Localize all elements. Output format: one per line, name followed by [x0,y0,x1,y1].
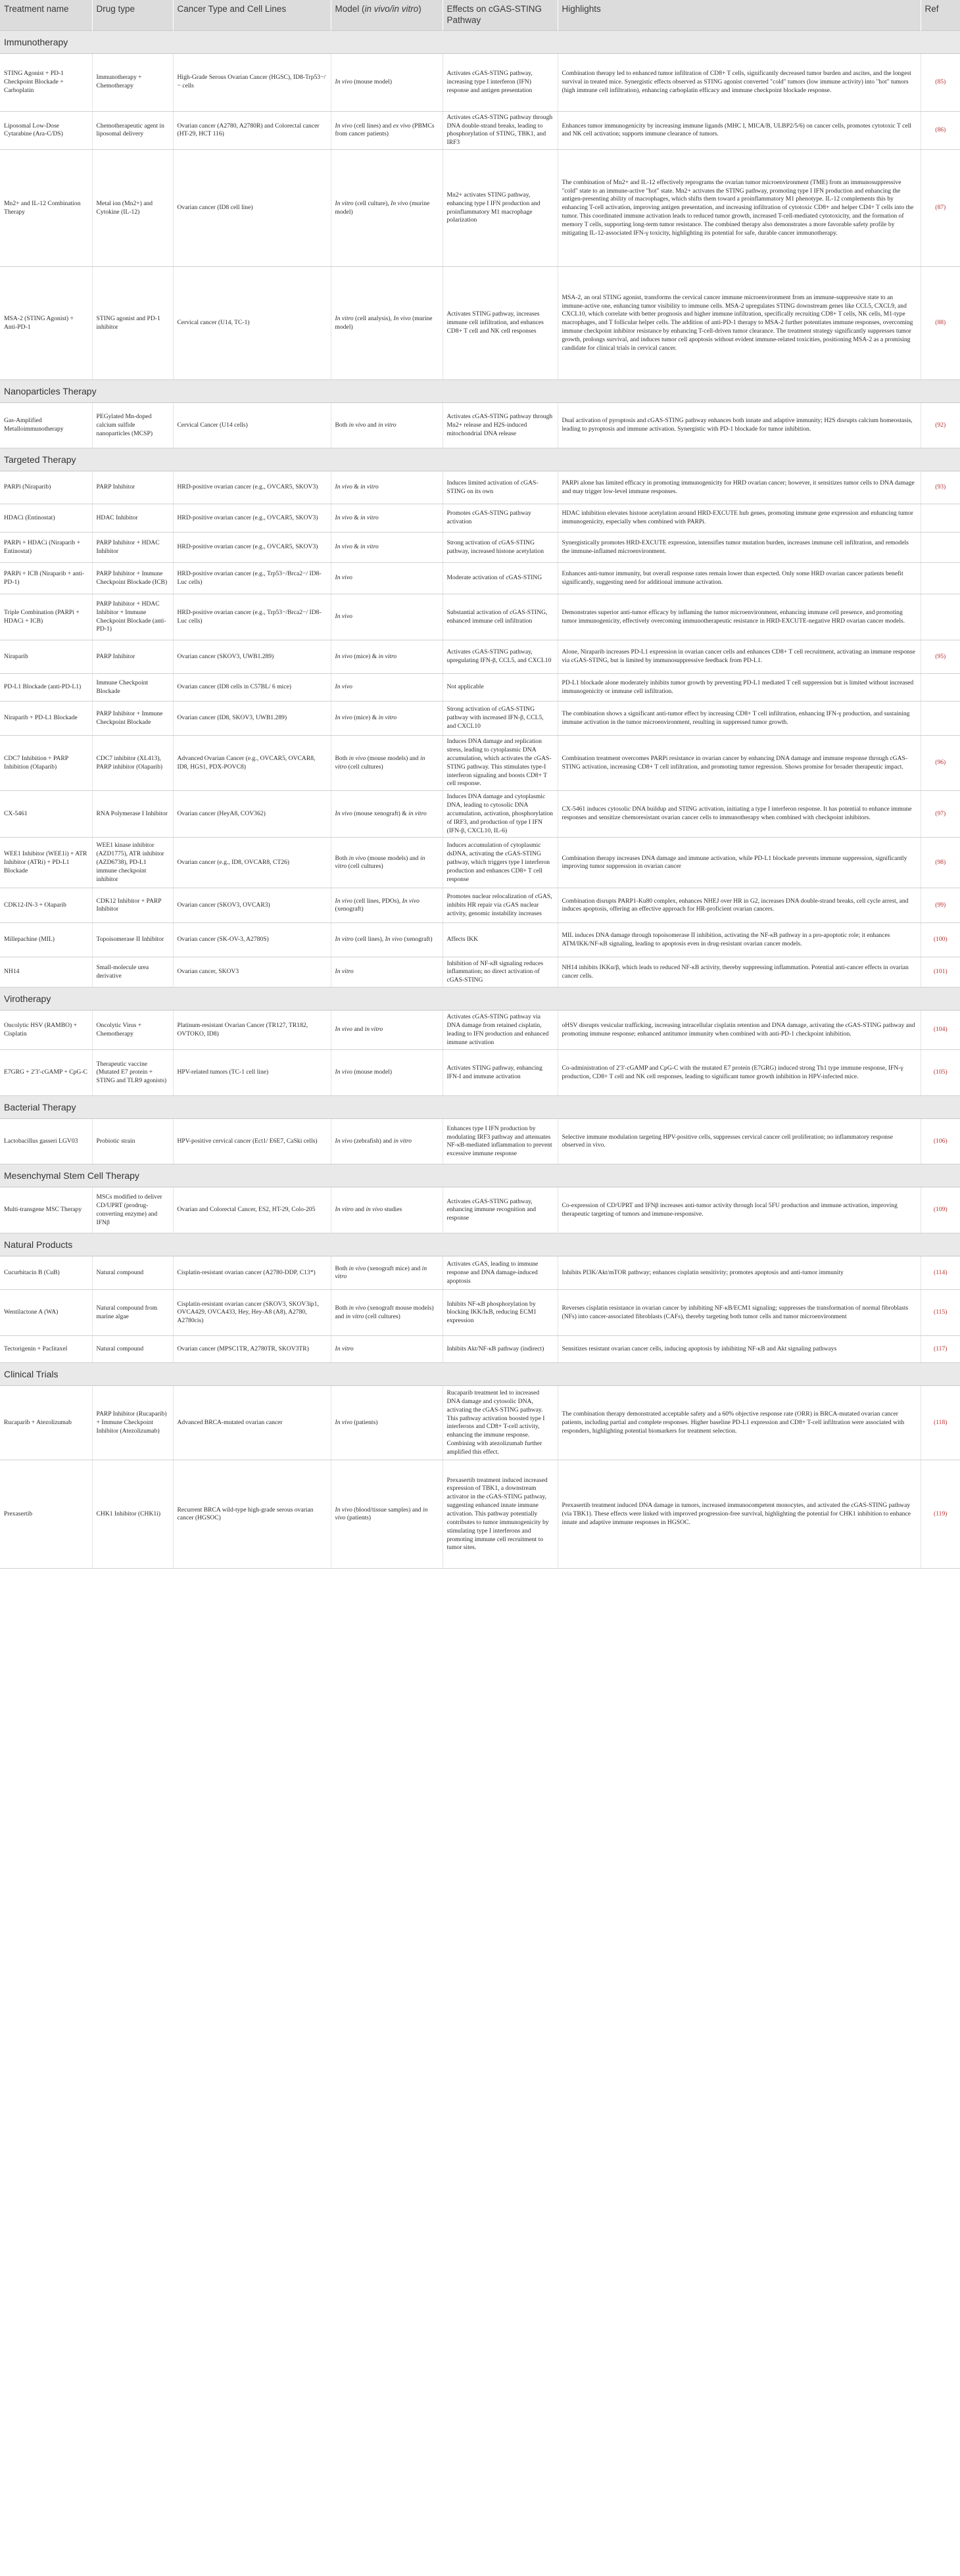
cell-model: In vivo and in vitro [331,1011,443,1050]
cell-highlights: Combination disrupts PARP1-Ku80 complex, enhances NHEJ over HR in G2, increases DNA double-strand breaks, cell cycle arrest, and induces apoptosis, offering an effective approach for HR-proficient ovarian cancers. [558,888,921,923]
table-row [0,403,960,448]
cell-model [331,674,443,702]
model-term: In vivo [335,543,352,551]
cell-drug-type: CDC7 inhibitor (XL413), PARP inhibitor (Olaparib) [92,736,173,791]
cell-cancer-type: Cisplatin-resistant ovarian cancer (A2780-DDP, C13*) [173,1256,331,1290]
model-term: In vitro [335,314,354,322]
section-title: Nanoparticles Therapy [0,380,960,403]
cell-effects: Activates cGAS-STING pathway via DNA damage from retained cisplatin, leading to IFN production and enhanced immune activation [443,1011,558,1050]
model-term: in vitro [360,483,379,491]
table-row [0,736,960,791]
model-term: In vitro [335,1345,354,1352]
table-row [0,533,960,563]
cell-highlights: MIL induces DNA damage through topoisomerase II inhibition, activating the NF-κB pathway in a pro-apoptotic role; it enhances ATM/IKK/NF-κB signaling, leading to apoptosis even in drug-resistant ovarian cancer models. [558,923,921,957]
cell-model [331,594,443,640]
model-term: In vivo [335,683,352,691]
cell-model: In vitro and in vivo studies [331,1187,443,1233]
table-row [0,1336,960,1363]
cell-highlights: Sensitizes resistant ovarian cancer cells, inducing apoptosis by inhibiting NF-κB and Akt signaling pathways [558,1336,921,1363]
cell-highlights: Combination therapy increases DNA damage and immune activation, while PD-L1 blockade prevents immune suppression, significantly improving tumor suppression in ovarian cancer [558,838,921,888]
cell-effects: Activates STING pathway, enhancing IFN-I and immune activation [443,1050,558,1096]
cell-cancer-type: High-Grade Serous Ovarian Cancer (HGSC), ID8-Trp53−/− cells [173,53,331,111]
model-term: in vitro [378,421,396,429]
model-term: in vivo [366,1206,383,1214]
model-term: in vivo [348,421,366,429]
col-header-drug-type: Drug type [92,0,173,30]
cell-drug-type: HDAC Inhibitor [92,504,173,533]
cell-model [331,563,443,594]
cell-drug-type: PARP Inhibitor + Immune Checkpoint Blockade (ICB) [92,563,173,594]
cell-cancer-type: Ovarian cancer (SKOV3, UWB1.289) [173,640,331,674]
table-row [0,791,960,838]
model-term: in vitro [378,652,397,660]
cell-effects: Strong activation of cGAS-STING pathway with increased IFN-β, CCL5, and CXCL10 [443,702,558,736]
cell-highlights: Inhibits PI3K/Akt/mTOR pathway; enhances cisplatin sensitivity; promotes apoptosis and anti-tumor immunity [558,1256,921,1290]
cell-treatment-name: Millepachine (MIL) [0,923,92,957]
cell-drug-type: PARP Inhibitor [92,640,173,674]
cell-model: In vivo (mouse model) [331,53,443,111]
cell-model: In vivo (patients) [331,1386,443,1460]
cell-highlights: oHSV disrupts vesicular trafficking, increasing intracellular cisplatin retention and DNA damage, activating the cGAS-STING pathway and promoting immune response; enhanced antitumor immunity when combined with anti-PD-1 checkpoint inhibition. [558,1011,921,1050]
table-row [0,1256,960,1290]
cell-treatment-name: CDC7 Inhibition + PARP Inhibition (Olaparib) [0,736,92,791]
cell-drug-type: Natural compound [92,1336,173,1363]
cell-drug-type: WEE1 kinase inhibitor (AZD1775), ATR inhibitor (AZD6738), PD-L1 immune checkpoint inhibitor [92,838,173,888]
col-header-effects: Effects on cGAS-STING Pathway [443,0,558,30]
model-term: In vivo [335,574,352,582]
cell-highlights: The combination therapy demonstrated acceptable safety and a 60% objective response rate (ORR) in BRCA-mutated ovarian cancer patients, including partial and complete responses. Higher baseline PD-L1 expression and CD8+ T-cell infiltration were associated with responders, highlighting potential biomarkers for treatment selection. [558,1386,921,1460]
cell-treatment-name: PARPi + HDACi (Niraparib + Entinostat) [0,533,92,563]
col-header-treatment: Treatment name [0,0,92,30]
model-term: in vivo [348,754,366,762]
cell-model: In vitro (cell culture), In vivo (murine model) [331,150,443,267]
cell-cancer-type: HRD-positive ovarian cancer (e.g., Trp53−/Brca2−/ ID8-Luc cells) [173,594,331,640]
cell-drug-type: RNA Polymerase I Inhibitor [92,791,173,838]
cell-cancer-type: Ovarian cancer (ID8, SKOV3, UWB1.289) [173,702,331,736]
cell-cancer-type: Recurrent BRCA wild-type high-grade serous ovarian cancer (HGSOC) [173,1460,331,1569]
cell-treatment-name: PARPi (Niraparib) [0,471,92,504]
cell-model: In vitro (cell analysis), In vivo (murine model) [331,267,443,380]
cell-drug-type: PARP Inhibitor + HDAC Inhibitor [92,533,173,563]
cell-treatment-name: Rucaparib + Atezolizumab [0,1386,92,1460]
cell-effects: Promotes cGAS-STING pathway activation [443,504,558,533]
table-row [0,1050,960,1096]
table-row [0,1386,960,1460]
cell-drug-type: PARP Inhibitor + HDAC Inhibitor + Immune Checkpoint Blockade (anti-PD-1) [92,594,173,640]
cell-drug-type: PARP Inhibitor + Immune Checkpoint Blockade [92,702,173,736]
cell-ref[interactable]: (92) [921,403,960,448]
col-header-model: Model (in vivo/in vitro) [331,0,443,30]
table-row [0,923,960,957]
table-row [0,150,960,267]
table-row [0,1290,960,1336]
cell-model: Both in vivo (xenograft mouse models) and in vitro (cell cultures) [331,1290,443,1336]
model-term: In vivo [335,1418,352,1426]
cell-effects: Substantial activation of cGAS-STING, enhanced immune cell infiltration [443,594,558,640]
cell-ref[interactable] [921,533,960,563]
cell-model: In vivo (mice) & in vitro [331,702,443,736]
cell-highlights: PARPi alone has limited efficacy in promoting immunogenicity for HRD ovarian cancer; however, it sensitizes tumor cells to DNA damage and may trigger low-level immune responses. [558,471,921,504]
cell-ref[interactable]: (114) [921,1256,960,1290]
table-row [0,640,960,674]
cell-ref[interactable]: (104) [921,1011,960,1050]
cell-drug-type: Immune Checkpoint Blockade [92,674,173,702]
cell-cancer-type: Cisplatin-resistant ovarian cancer (SKOV3, SKOV3ip1, OVCA429, OVCA433, Hey, Hey-A8 (A8), A2780, A2780cis) [173,1290,331,1336]
cell-effects: Not applicable [443,674,558,702]
cell-ref[interactable]: (86) [921,111,960,149]
section-header-row [0,1096,960,1119]
cell-model: In vivo & in vitro [331,533,443,563]
cell-cancer-type: Ovarian cancer (ID8 cells in C57BL/ 6 mice) [173,674,331,702]
cell-ref[interactable]: (117) [921,1336,960,1363]
cell-highlights: NH14 inhibits IKKα/β, which leads to reduced NF-κB activity, thereby suppressing inflammation. Potential anti-cancer effects in ovarian cancer cells. [558,957,921,988]
cell-ref[interactable]: (119) [921,1460,960,1569]
cell-highlights: The combination shows a significant anti-tumor effect by increasing CD8+ T cell infiltration, enhancing IFN-γ production, and sustaining immune activation in the tumor microenvironment, resulting in suppressed tumor growth. [558,702,921,736]
model-term: In vivo [335,1068,352,1076]
cell-model: In vivo (mouse model) [331,1050,443,1096]
cell-effects: Promotes nuclear relocalization of cGAS, inhibits HR repair via cGAS nuclear activity, genomic instability increases [443,888,558,923]
table-row [0,957,960,988]
cell-highlights: Enhances anti-tumor immunity, but overall response rates remain lower than expected. Only some HRD ovarian cancer patients benefit significantly, suggesting need for additional immune activation. [558,563,921,594]
cell-drug-type: STING agonist and PD-1 inhibitor [92,267,173,380]
cell-treatment-name: Cucurbitacin B (CuB) [0,1256,92,1290]
model-term: in vitro [345,1312,364,1320]
section-header-row [0,1164,960,1187]
cell-ref[interactable]: (93) [921,471,960,504]
cell-cancer-type: HRD-positive ovarian cancer (e.g., OVCAR5, SKOV3) [173,471,331,504]
cell-ref[interactable]: (109) [921,1187,960,1233]
cell-model [331,1336,443,1363]
cell-cancer-type: Ovarian cancer (A2780, A2780R) and Colorectal cancer (HT-29, HCT 116) [173,111,331,149]
cell-treatment-name: E7GRG + 2'3'-cGAMP + CpG-C [0,1050,92,1096]
section-header-row [0,30,960,53]
section-title: Immunotherapy [0,30,960,53]
cell-model: In vitro (cell lines), In vivo (xenograft) [331,923,443,957]
cell-drug-type: Natural compound from marine algae [92,1290,173,1336]
cell-effects: Affects IKK [443,923,558,957]
cell-cancer-type: Ovarian cancer, SKOV3 [173,957,331,988]
model-term: In vivo [335,1026,352,1034]
model-term: In vitro [335,199,354,207]
cell-treatment-name: MSA-2 (STING Agonist) + Anti-PD-1 [0,267,92,380]
model-term: In vivo [385,936,402,943]
cell-ref[interactable] [921,674,960,702]
model-term: In vivo [335,1137,352,1145]
model-term: In vivo [335,613,352,621]
cell-effects: Induces accumulation of cytoplasmic dsDNA, activating the cGAS-STING pathway, which triggers type I interferon production and enhances CD8+ T cell response [443,838,558,888]
cell-effects: Activates cGAS-STING pathway through DNA double-strand breaks, leading to phosphorylation of STING, TBK1, and IRF3 [443,111,558,149]
section-header-row [0,1233,960,1256]
cell-highlights: HDAC inhibition elevates histone acetylation around HRD-EXCUTE hub genes, promoting immune gene expression and enhancing tumor immunogenicity, especially when combined with PARPi. [558,504,921,533]
section-title: Natural Products [0,1233,960,1256]
model-term: in vitro [335,1264,427,1281]
cell-treatment-name: Liposomal Low-Dose Cytarabine (Ara-C/DS) [0,111,92,149]
cell-effects: Activates STING pathway, increases immune cell infiltration, and enhances CD8+ T cell and NK cell responses [443,267,558,380]
cell-highlights: Co-administration of 2'3'-cGAMP and CpG-C with the mutated E7 protein (E7GRG) induced strong Th1 type immune response, IFN-γ production, CD8+ T cell and NK cell responses, leading to significant tumor growth inhibition in HPV-infected mice. [558,1050,921,1096]
model-term: In vivo [335,652,352,660]
cell-effects: Inhibition of NF-κB signaling reduces inflammation; no direct activation of cGAS-STING [443,957,558,988]
model-term: In vivo [335,78,352,85]
cell-ref[interactable] [921,563,960,594]
section-header-row [0,380,960,403]
cell-treatment-name: CX-5461 [0,791,92,838]
cell-highlights: Enhances tumor immunogenicity by increasing immune ligands (MHC I, MICA/B, ULBP2/5/6) on cancer cells, promotes cytotoxic T cell and NK cell activation; supports immune clearance of tumors. [558,111,921,149]
cell-ref[interactable]: (105) [921,1050,960,1096]
cell-drug-type: PEGylated Mn-doped calcium sulfide nanoparticles (MCSP) [92,403,173,448]
cell-ref[interactable]: (88) [921,267,960,380]
cell-highlights: Combination therapy led to enhanced tumor infiltration of CD8+ T cells, significantly decreased tumor burden and ascites, and the longest survival in treated mice. Synergistic effects observed as STING agonist converted "cold" tumors (low immune activity) into "hot" tumors (high immune cell infiltration), enhancing carboplatin efficacy and immune checkpoint blockade response. [558,53,921,111]
table-row [0,594,960,640]
cell-effects: Activates cGAS-STING pathway, enhancing immune recognition and response [443,1187,558,1233]
table-row [0,1187,960,1233]
cell-cancer-type: HRD-positive ovarian cancer (e.g., Trp53−/Brca2−/ ID8-Luc cells) [173,563,331,594]
cell-treatment-name: PARPi + ICB (Niraparib + anti-PD-1) [0,563,92,594]
model-term: in vitro [393,1137,412,1145]
cell-treatment-name: Triple Combination (PARPi + HDACi + ICB) [0,594,92,640]
cell-ref[interactable]: (106) [921,1119,960,1164]
cell-drug-type: Natural compound [92,1256,173,1290]
cell-cancer-type: Ovarian and Colorectal Cancer, ES2, HT-29, Colo-205 [173,1187,331,1233]
cell-effects: Induces DNA damage and replication stress, leading to cytoplasmic DNA accumulation, which activates the cGAS-STING pathway. This stimulates type-I interferon signaling and boosts CD8+ T cell response. [443,736,558,791]
cell-treatment-name: Tectorigenin + Paclitaxel [0,1336,92,1363]
cell-treatment-name: CDK12-IN-3 + Olaparib [0,888,92,923]
cell-cancer-type: Ovarian cancer (MPSC1TR, A2780TR, SKOV3TR) [173,1336,331,1363]
cell-highlights: Selective immune modulation targeting HPV-positive cells, suppresses cervical cancer cell proliferation; no inflammatory response observed in vivo. [558,1119,921,1164]
model-term: in vivo [348,1304,366,1312]
cell-model: Both in vivo (mouse models) and in vitro (cell cultures) [331,736,443,791]
cell-cancer-type: Advanced Ovarian Cancer (e.g., OVCAR5, OVCAR8, ID8, HGS1, PDX-POVC8) [173,736,331,791]
cell-treatment-name: PD-L1 Blockade (anti-PD-L1) [0,674,92,702]
cell-ref[interactable]: (115) [921,1290,960,1336]
section-title: Mesenchymal Stem Cell Therapy [0,1164,960,1187]
cell-effects: Activates cGAS, leading to immune response and DNA damage-induced apoptosis [443,1256,558,1290]
cell-highlights: Dual activation of pyroptosis and cGAS-STING pathway enhances both innate and adaptive immunity; H2S disrupts calcium homeostasis, leading to pyroptosis and immune activation. Synergistic with PD-1 blockade for tumor inhibition. [558,403,921,448]
cell-ref[interactable] [921,504,960,533]
cell-drug-type: Chemotherapeutic agent in liposomal delivery [92,111,173,149]
cell-drug-type: Metal ion (Mn2+) and Cytokine (IL-12) [92,150,173,267]
cell-cancer-type: Platinum-resistant Ovarian Cancer (TR127, TR182, OVTOKO, ID8) [173,1011,331,1050]
cell-ref[interactable]: (96) [921,736,960,791]
table-row [0,838,960,888]
cell-ref[interactable] [921,594,960,640]
model-term: In vitro [335,936,354,943]
model-term: In vivo [391,199,408,207]
cell-ref[interactable]: (101) [921,957,960,988]
cell-model: Both in vivo (xenograft mice) and in vitro [331,1256,443,1290]
cell-effects: Activates cGAS-STING pathway through Mn2+ release and H2S-induced mitochondrial DNA release [443,403,558,448]
cell-highlights: Alone, Niraparib increases PD-L1 expression in ovarian cancer cells and enhances CD8+ T cell recruitment, activating an immune response via cGAS-STING, but is limited by immunosuppressive feedback from PD-L1. [558,640,921,674]
cell-model: Both in vivo and in vitro [331,403,443,448]
table-row [0,1119,960,1164]
cell-drug-type: Oncolytic Virus + Chemotherapy [92,1011,173,1050]
cell-highlights: MSA-2, an oral STING agonist, transforms the cervical cancer immune microenvironment from an immune-suppressive state to an immune-active one, enhancing tumor visibility to immune cells. MSA-2 upregulates STING downstream genes like CCL5, CXCL9, and CXCL10, which correlate with better prognosis and higher immune infiltration, specifically recruiting CD8+ T cells, NK cells, M1-type macrophages, and T follicular helper cells. The addition of anti-PD-1 therapy to MSA-2 further potentiates immune responses, overcoming immune checkpoint inhibitor resistance by enhancing T-cell-driven tumor clearance. The treatment strategy significantly suppresses tumor growth, prolongs survival, and induces tumor cell apoptosis without evident immune-related toxicities, positioning MSA-2 as a promising candidate for clinical trials in cervical cancer. [558,267,921,380]
model-term: in vivo [348,854,366,862]
table-row [0,674,960,702]
cell-treatment-name: WEE1 Inhibitor (WEE1i) + ATR Inhibitor (ATRi) + PD-L1 Blockade [0,838,92,888]
cell-model: In vivo (mouse xenograft) & in vitro [331,791,443,838]
section-title: Clinical Trials [0,1363,960,1386]
cell-treatment-name: Prexasertib [0,1460,92,1569]
cell-treatment-name: Gas-Amplified Metalloimmunotherapy [0,403,92,448]
cell-treatment-name: NH14 [0,957,92,988]
cell-drug-type: Small-molecule urea derivative [92,957,173,988]
cell-effects: Activates cGAS-STING pathway, increasing type I interferon (IFN) response and antigen presentation [443,53,558,111]
cell-drug-type: Immunotherapy + Chemotherapy [92,53,173,111]
model-term: In vivo [335,809,352,817]
model-term: in vitro [378,714,397,722]
section-header-row [0,988,960,1011]
cell-ref[interactable] [921,702,960,736]
cell-ref[interactable]: (85) [921,53,960,111]
section-title: Targeted Therapy [0,448,960,471]
cell-effects: Mn2+ activates STING pathway, enhancing type I IFN production and proinflammatory M1 macrophage polarization [443,150,558,267]
model-term: in vitro [364,1026,383,1034]
table-body [0,30,960,1569]
cell-cancer-type: Cervical cancer (U14, TC-1) [173,267,331,380]
cell-treatment-name: Oncolytic HSV (RAMBO) + Cisplatin [0,1011,92,1050]
col-header-cancer-type: Cancer Type and Cell Lines [173,0,331,30]
cell-effects: Prexasertib treatment induced increased expression of TBK1, a downstream activator in the cGAS-STING pathway, suggesting enhanced innate immune activation. This pathway potentially contributes to tumor immunogenicity by stimulating type I interferons and promoting immune cell recruitment to tumor sites. [443,1460,558,1569]
cell-treatment-name: Lactobacillus gasseri LGV03 [0,1119,92,1164]
cell-treatment-name: Mn2+ and IL-12 Combination Therapy [0,150,92,267]
table-row [0,1011,960,1050]
cell-effects: Induces limited activation of cGAS-STING on its own [443,471,558,504]
cell-model: In vivo (zebrafish) and in vitro [331,1119,443,1164]
model-term: ex vivo [393,122,411,130]
cell-drug-type: PARP Inhibitor [92,471,173,504]
cell-ref[interactable]: (98) [921,838,960,888]
cell-model: In vivo (mice) & in vitro [331,640,443,674]
cell-effects: Activates cGAS-STING pathway, upregulating IFN-β, CCL5, and CXCL10 [443,640,558,674]
cell-cancer-type: Ovarian cancer (HeyA8, COV362) [173,791,331,838]
cell-drug-type: CHK1 Inhibitor (CHK1i) [92,1460,173,1569]
cell-cancer-type: HRD-positive ovarian cancer (e.g., OVCAR5, SKOV3) [173,504,331,533]
model-term: In vivo [335,483,352,491]
cell-highlights: Combination treatment overcomes PARPi resistance in ovarian cancer by enhancing DNA damage and immune response through cGAS-STING activation, increasing CD8+ T cell infiltration, and promoting tumor regression. Shows promise for broader therapeutic impact. [558,736,921,791]
cell-highlights: Prexasertib treatment induced DNA damage in tumors, increased immunocompetent monocytes, and activated the cGAS-STING pathway (via TBK1). These effects were linked with improved progression-free survival, highlighting the potential for CHK1 inhibition to enhance innate and adaptive immune responses in HGSOC. [558,1460,921,1569]
cell-effects: Moderate activation of cGAS-STING [443,563,558,594]
cell-treatment-name: Niraparib [0,640,92,674]
cell-drug-type: Topoisomerase II Inhibitor [92,923,173,957]
cell-cancer-type: HRD-positive ovarian cancer (e.g., OVCAR5, SKOV3) [173,533,331,563]
section-title: Bacterial Therapy [0,1096,960,1119]
table-row [0,1460,960,1569]
model-term: In vivo [335,1506,352,1514]
cell-treatment-name: Wentilactone A (WA) [0,1290,92,1336]
cell-cancer-type: Cervical Cancer (U14 cells) [173,403,331,448]
col-header-highlights: Highlights [558,0,921,30]
cell-ref[interactable]: (87) [921,150,960,267]
table-row [0,471,960,504]
cell-cancer-type: HPV-related tumors (TC-1 cell line) [173,1050,331,1096]
model-term: In vivo [335,122,352,130]
cell-cancer-type: Ovarian cancer (SKOV3, OVCAR3) [173,888,331,923]
cell-model: In vivo & in vitro [331,471,443,504]
table-row [0,888,960,923]
cell-treatment-name: Niraparib + PD-L1 Blockade [0,702,92,736]
cell-highlights: Synergistically promotes HRD-EXCUTE expression, intensifies tumor mutation burden, increases immune cell infiltration, and remodels the immune-inflamed microenvironment. [558,533,921,563]
model-term: In vivo [335,513,352,521]
cell-cancer-type: Advanced BRCA-mutated ovarian cancer [173,1386,331,1460]
cell-model: In vivo (cell lines) and ex vivo (PBMCs from cancer patients) [331,111,443,149]
cell-model: Both in vivo (mouse models) and in vitro (cell cultures) [331,838,443,888]
model-term: In vivo [402,897,420,905]
table-row [0,111,960,149]
section-header-row [0,448,960,471]
col-header-ref: Ref [921,0,960,30]
cell-highlights: PD-L1 blockade alone moderately inhibits tumor growth by preventing PD-L1 mediated T cell suppression but is limited without increased immunogenicity or immune cell infiltration. [558,674,921,702]
cell-treatment-name: HDACi (Entinostat) [0,504,92,533]
cell-highlights: Reverses cisplatin resistance in ovarian cancer by inhibiting NF-κB/ECM1 signaling; suppresses the transformation of normal fibroblasts (NFs) into cancer-associated fibroblasts (CAFs), thereby targeting both tumor cells and tumor microenvironment [558,1290,921,1336]
cell-effects: Inhibits Akt/NF-κB pathway (indirect) [443,1336,558,1363]
model-term: in vitro [360,513,379,521]
cell-treatment-name: STING Agonist + PD-1 Checkpoint Blockade + Carboplatin [0,53,92,111]
model-term: in vitro [360,543,379,551]
cell-ref[interactable]: (95) [921,640,960,674]
cell-effects: Strong activation of cGAS-STING pathway, increased histone acetylation [443,533,558,563]
cell-effects: Rucaparib treatment led to increased DNA damage and cytosolic DNA, activating the cGAS-STING pathway. This pathway activation boosted type I interferons and CD8+ T-cell activity, enhancing the immune response. Combining with atezolizumab further amplified this effect. [443,1386,558,1460]
model-term: In vivo [393,314,411,322]
cell-highlights: Co-expression of CD/UPRT and IFNβ increases anti-tumor activity through local 5FU production and immune activation, improving therapeutic targeting of tumors and immune-responsive. [558,1187,921,1233]
cell-model: In vivo (blood/tissue samples) and in vivo (patients) [331,1460,443,1569]
cell-ref[interactable]: (99) [921,888,960,923]
cell-ref[interactable]: (97) [921,791,960,838]
cell-effects: Induces DNA damage and cytoplasmic DNA, leading to cytosolic DNA accumulation, activation, phosphorylation of IRF3, and production of type I IFN (IFN-β, CXCL10, IL-6) [443,791,558,838]
cell-highlights: The combination of Mn2+ and IL-12 effectively reprograms the ovarian tumor microenvironment (TME) from an immunosuppressive "cold" state to an immune-active "hot" state. Mn2+ activates the STING pathway, promoting type I IFN production and enhancing the antigen-presenting ability of macrophages, which shifts them toward a proinflammatory M1 phenotype. IL-12 complements this by enhancing T-cell activation, improving antigen presentation, and increasing infiltration of cytotoxic CD8+ and helper CD4+ T cells into the tumor. This coordinated immune activation leads to reduced tumor growth, increased T-cell-mediated cytotoxicity, and the formation of memory T cells, supporting long-term tumor resistance. The combined therapy also demonstrates a more favorable safety profile by mitigating IL-12-associated IFN-γ toxicity, highlighting its potential for safe, durable cancer immunotherapy. [558,150,921,267]
cell-model [331,957,443,988]
model-term: in vitro [335,754,425,771]
cell-highlights: CX-5461 induces cytosolic DNA buildup and STING activation, initiating a type I interferon response. It has potential to enhance immune responses and sensitize chemoresistant ovarian cancer cells to immunotherapy when combined with checkpoint inhibitors. [558,791,921,838]
cell-drug-type: Probiotic strain [92,1119,173,1164]
cell-effects: Inhibits NF-κB phosphorylation by blocking IKK/IκB, reducing ECM1 expression [443,1290,558,1336]
model-term: in vivo [335,1506,428,1522]
table-row [0,53,960,111]
section-header-row [0,1363,960,1386]
cell-ref[interactable]: (118) [921,1386,960,1460]
table-row [0,563,960,594]
cell-cancer-type: HPV-positive cervical cancer (Ect1/ E6E7, CaSki cells) [173,1119,331,1164]
cell-ref[interactable]: (100) [921,923,960,957]
cell-cancer-type: Ovarian cancer (SK-OV-3, A2780S) [173,923,331,957]
model-term: in vivo [348,1264,366,1272]
cell-cancer-type: Ovarian cancer (e.g., ID8, OVCAR8, CT26) [173,838,331,888]
table-row [0,504,960,533]
model-term: In vitro [335,968,354,976]
section-title: Virotherapy [0,988,960,1011]
model-term: In vivo [335,714,352,722]
cell-drug-type: Therapeutic vaccine (Mutated E7 protein + STING and TLR9 agonists) [92,1050,173,1096]
model-term: in vitro [335,854,425,871]
model-term: in vitro [408,809,427,817]
cell-model: In vivo (cell lines, PDOs), In vivo (xenograft) [331,888,443,923]
cell-treatment-name: Multi-transgene MSC Therapy [0,1187,92,1233]
cell-cancer-type: Ovarian cancer (ID8 cell line) [173,150,331,267]
cell-drug-type: PARP Inhibitor (Rucaparib) + Immune Checkpoint Inhibitor (Atezolizumab) [92,1386,173,1460]
cell-effects: Enhances type I IFN production by modulating IRF3 pathway and attenuates NF-κB-mediated inflammation to prevent excessive immune response [443,1119,558,1164]
cell-drug-type: MSCs modified to deliver CD/UPRT (prodrug-converting enzyme) and IFNβ [92,1187,173,1233]
header-row [0,0,960,30]
table-row [0,267,960,380]
table-row [0,702,960,736]
cell-highlights: Demonstrates superior anti-tumor efficacy by inflaming the tumor microenvironment, enhancing immune cell presence, and promoting tumor immunogenicity, effectively overcoming immunotherapeutic resistance in HRD-EXCUTE-negative HRD ovarian cancer models. [558,594,921,640]
model-term: In vitro [335,1206,354,1214]
cell-model: In vivo & in vitro [331,504,443,533]
cell-drug-type: CDK12 Inhibitor + PARP Inhibitor [92,888,173,923]
model-term: In vivo [335,897,352,905]
